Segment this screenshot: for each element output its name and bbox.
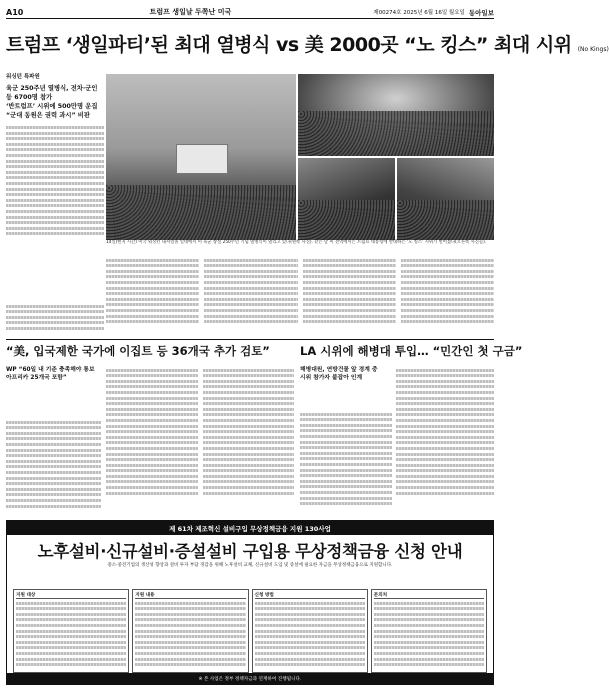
deck-line: ‘반트럼프’ 시위에 500만명 운집 — [6, 103, 98, 110]
ad-column — [132, 589, 248, 673]
page-number: A10 — [6, 7, 24, 17]
lead-deck — [6, 84, 104, 120]
byline: 워싱턴 특파원 — [6, 74, 40, 80]
story-right-deck — [300, 366, 390, 382]
lead-column-continued — [6, 302, 104, 336]
ad-column-title: 지원 내용 — [135, 592, 245, 599]
deck-line: 해병대원, 연방건물 앞 경계 중 — [300, 367, 378, 373]
ad-column-title: 신청 방법 — [255, 592, 365, 599]
lead-column — [6, 72, 104, 300]
brand-name: 동아일보 — [468, 8, 494, 17]
article-body-text — [6, 126, 104, 235]
protest-photo-left — [298, 158, 395, 240]
protest-photo-right — [397, 158, 494, 240]
issue-meta: 제00274호 2025년 6월 16일 월요일 — [373, 10, 465, 16]
advertisement — [6, 520, 494, 685]
section-divider — [6, 339, 494, 340]
photo-caption: 14일(현지 시간) 미국 워싱턴 내셔널몰 일대에서 미 육군 창설 250주년 기념 열병식이 열리고 있다(왼쪽 사진). 같은 날 미 전역에서는 트럼프 대통령에 반대하는 ‘노 킹스’ 시위가 벌어졌다(오른쪽 사진들). — [106, 240, 487, 245]
deck-line: 육군 250주년 열병식, 전차·군인 등 6700명 참가 — [6, 85, 98, 101]
section-title: 트럼프 생일날 두쪽난 미국 — [149, 8, 232, 16]
ad-column — [13, 589, 129, 673]
story-right-heading: LA 시위에 해병대 투입… “민간인 첫 구금” — [300, 344, 523, 358]
story-right-body — [300, 410, 392, 514]
story-left-columns — [106, 366, 294, 514]
ad-column — [252, 589, 368, 673]
deck-line: 시위 참가자 붙잡아 인계 — [300, 375, 363, 381]
ad-column-title: 지원 대상 — [16, 592, 126, 599]
deck-line: 아프리카 25개국 포함” — [6, 375, 67, 381]
ad-title: 노후설비·신규설비·증설설비 구입용 무상정책금융 신청 안내 — [37, 542, 463, 561]
ad-top-bar: 제 61차 제조혁신 설비구입 무상정책금융 지원 130사업 — [7, 521, 493, 535]
photo-group — [106, 74, 494, 240]
ad-info-table — [13, 589, 487, 673]
deck-line: “군대 동원은 권력 과시” 비판 — [6, 112, 90, 119]
ad-column — [371, 589, 487, 673]
deck-line: WP “60일 내 기준 충족해야 통보 — [6, 367, 95, 373]
story-left-body — [6, 418, 101, 514]
protest-crowd-photo — [298, 74, 494, 156]
story-left-heading: “美, 입국제한 국가에 이집트 등 36개국 추가 검토” — [6, 344, 270, 358]
ad-footer: ※ 본 사업은 정부 정책자금과 연계하여 진행됩니다. — [7, 673, 493, 684]
ad-column-title: 문의처 — [374, 592, 484, 599]
headline-text: 트럼프 ‘생일파티’된 최대 열병식 vs 美 2000곳 “노 킹스” 최대 시위 — [6, 34, 572, 56]
ad-subtitle: 중소·중견기업의 생산성 향상과 설비 투자 부담 경감을 위해 노후설비 교체, 신규설비 도입 및 증설에 필요한 자금을 무상정책금융으로 지원합니다. — [107, 563, 393, 568]
main-headline — [6, 30, 609, 70]
headline-sub: (No Kings) — [577, 46, 609, 53]
story-right-body-column — [396, 366, 494, 514]
page-header — [6, 6, 494, 19]
protest-photos — [298, 74, 494, 240]
parade-photo — [106, 74, 296, 240]
lead-article-columns — [106, 256, 494, 336]
story-left-deck — [6, 366, 101, 382]
